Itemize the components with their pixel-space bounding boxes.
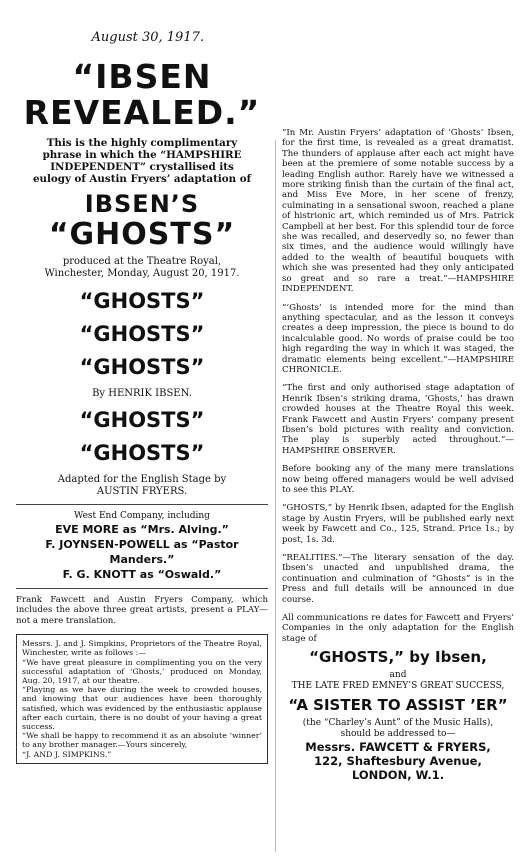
ghosts-repeat-1: “GHOSTS”: [79, 289, 205, 313]
column-divider: [275, 140, 276, 852]
cast-line-2: F. JOYNSEN-POWELL as “Pastor Manders.”: [45, 538, 239, 566]
title-ibsens: IBSEN’S: [84, 190, 200, 218]
and-text: and: [389, 670, 407, 681]
street-address: 122, Shaftesbury Avenue,: [314, 754, 482, 769]
title-ghosts: “GHOSTS”: [48, 217, 236, 252]
communications-text: All communications re dates for Fawcett and Fryers’ Companies in the only adaptation for the English stage of: [282, 613, 514, 644]
addressed-text: should be addressed to—: [340, 729, 456, 740]
cast-line-3: F. G. KNOTT as “Oswald.”: [62, 568, 222, 581]
divider: [16, 504, 268, 505]
company-heading: West End Company, including: [74, 511, 210, 521]
intro-text: This is the highly complimentary phrase in which the “HAMPSHIRE INDEPENDENT” crystallised its eulogy of Austin Fryers’ adaptation of: [32, 137, 252, 185]
publish-notice: “GHOSTS,” by Henrik Ibsen, adapted for the English stage by Austin Fryers, will be published early next week by Fawcett and Co., 125, Strand. Price 1s.; by post, 1s. 3d.: [282, 503, 514, 545]
ghosts-repeat-4: “GHOSTS”: [79, 408, 205, 432]
produced-text: produced at the Theatre Royal, Winchester, Monday, August 20, 1917.: [44, 256, 240, 279]
cast-line-1: EVE MORE as “Mrs. Alving.”: [55, 523, 229, 536]
letter-box: [16, 634, 268, 764]
adapted-text: Adapted for the English Stage by AUSTIN FRYERS.: [57, 474, 227, 497]
headline-line-2: REVEALED.”: [23, 93, 261, 132]
ghosts-repeat-2: “GHOSTS”: [79, 322, 205, 346]
right-column: [282, 128, 514, 782]
company-blurb: Frank Fawcett and Austin Fryers Company, which includes the above three great artists, present a PLAY—not a mere translation.: [16, 595, 268, 626]
review-chronicle: “‘Ghosts’ is intended more for the mind than anything spectacular, and as the lesson it conveys creates a deep impression, the piece is bound to do incalculable good. No words of praise could be too high regarding the way in which it was staged, the dramatic elements being excellent.”—HAMPSHIRE CHRONICLE.: [282, 302, 514, 375]
realities-notice: “REALITIES.”—The literary sensation of the day. Ibsen’s unacted and unpublished drama, the continuation and culmination of “Ghosts” is in the Press and full details will be announced in due course.: [282, 553, 514, 605]
late-fred-emney: THE LATE FRED EMNEY’S GREAT SUCCESS,: [291, 681, 505, 692]
charleys-aunt-note: (the “Charley’s Aunt” of the Music Halls),: [302, 718, 494, 729]
ghosts-repeat-5: “GHOSTS”: [79, 441, 205, 465]
booking-notice: Before booking any of the many mere translations now being offered managers would be well advised to see this PLAY.: [282, 464, 514, 495]
firm-name: Messrs. FAWCETT & FRYERS,: [305, 740, 491, 755]
letter-paragraph: “We shall be happy to recommend it as an absolute ‘winner’ to any brother manager.—Yours sincerely,: [22, 731, 262, 750]
by-line: By HENRIK IBSEN.: [92, 388, 192, 399]
review-independent: “In Mr. Austin Fryers’ adaptation of ‘Ghosts’ Ibsen, for the first time, is revealed as a great dramatist. The thunders of applause after each act might have been at the premiere of some notable success by a leading English author. Rarely have we witnessed a more striking finish than the curtain of the final act, and Miss Eve More, in her scene of frenzy, culminating in a sensational swoon, reached a plane of histrionic art, which reminded us of Mrs. Patrick Campbell at her best. For this splendid tour de force she was recalled, and deservedly so, no fewer than six times, and the audience would willingly have added to the wealth of beautiful bouquets with which she was presented had they only anticipated so great and so rare a treat.”—HAMPSHIRE INDEPENDENT.: [282, 128, 514, 295]
issue-date: August 30, 1917.: [91, 30, 204, 45]
letter-signature: “J. AND J. SIMPKINS.”: [22, 749, 112, 759]
sister-title: “A SISTER TO ASSIST ’ER”: [288, 696, 508, 715]
ghosts-repeat-3: “GHOSTS”: [79, 355, 205, 379]
ghosts-by-ibsen: “GHOSTS,” by Ibsen,: [309, 648, 487, 667]
letter-paragraph: “Playing as we have during the week to crowded houses, and knowing that our audiences have been thoroughly satisfied, which was evidenced by the enthusiastic applause after each curtain, there is no doubt of your having a great success.: [22, 685, 262, 732]
headline-line-1: “IBSEN: [72, 57, 212, 96]
letter-paragraph: “We have great pleasure in complimenting you on the very successful adaptation of ‘Ghosts,’ produced on Monday, Aug. 20, 1917, at our theatre.: [22, 657, 262, 686]
divider: [16, 588, 268, 589]
city: LONDON, W.1.: [351, 768, 445, 783]
letter-intro: Messrs. J. and J. Simpkins, Proprietors of the Theatre Royal, Winchester, write as follows :—: [22, 639, 262, 658]
review-observer: “The first and only authorised stage adaptation of Henrik Ibsen’s striking drama, ‘Ghosts,’ has drawn crowded houses at the Theatre Royal this week. Frank Fawcett and Austin Fryers’ company present Ibsen’s bold pictures with reality and conviction. The play is superbly acted throughout.”—HAMPSHIRE OBSERVER.: [282, 383, 514, 456]
left-column: [16, 30, 268, 764]
